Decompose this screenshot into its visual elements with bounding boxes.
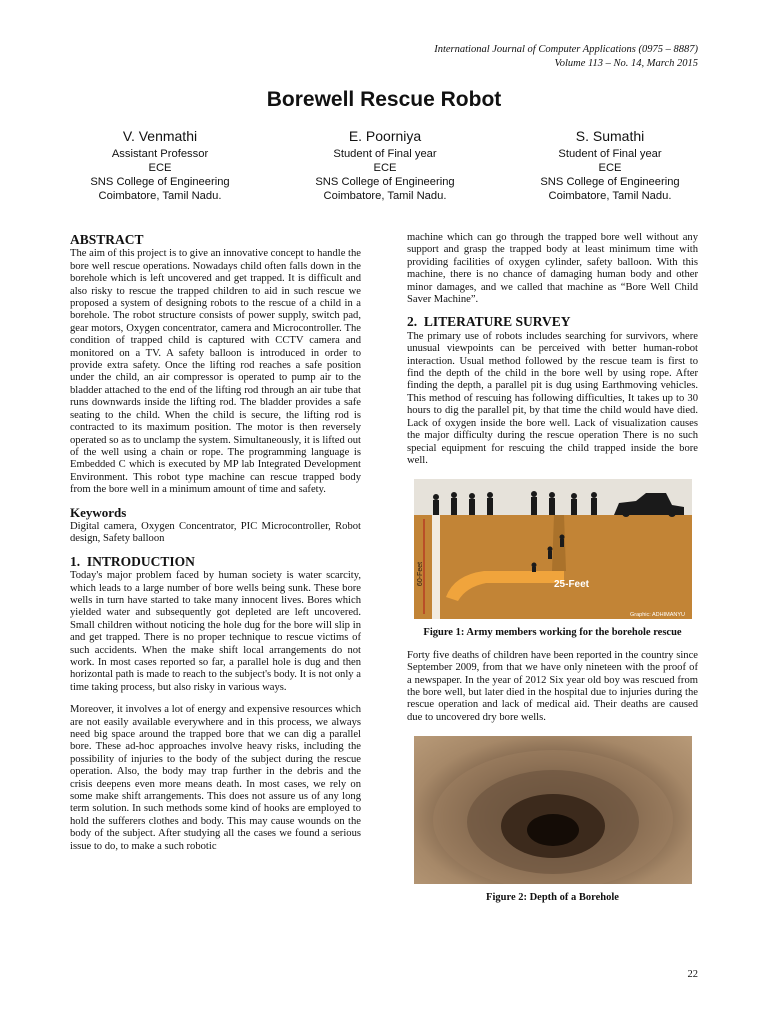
abstract-text: The aim of this project is to give an innovative concept to handle the bore well rescue operations. Nowadays child often falls down in the borehole which is left uncovered and get trapped. It is difficult and also risky to rescue the trapped children to aid in such rescue we proposed a system of designing robots to the rescue of a child in a borehole. The robot structure consists of power supply, switch pad, gear motors, Oxygen concentrator, camera and Microcontroller. The condition of trapped child is captured with CCTV camera and monitored on a TV. A safety balloon is introduced in order to provide extra safety. Once the lifting rod reaches a safe position under the child, an air compressor is operated to pump air to the bladder attached to the end of the lifting rod through an air tube that runs downwards inside the lifting rod. The bladder provides a safe seating to the child. When the child is secure, the lifting rod is contracted to its maximum position. The motor is then reversely operated so as to unclamp the system. Simultaneously, it is lifted out of the well using a chain or rope. The programming language is Embedded C which is executed by MP lab Integrated Development Environment. This robot type machine can rescue trapped body from the bore well in a minimum amount of time and safety. [70, 248, 361, 496]
journal-title: International Journal of Computer Applications (0975 – 8887) [434, 44, 698, 55]
figure1-credit: Graphic: ADHIMANYU [629, 612, 685, 619]
introduction-paragraph: Moreover, it involves a lot of energy and expensive resources which are not easily available everywhere and in this process, we always need big space around the trapped bore that we can dig a parallel bore. These ad-hoc approaches involve heavy risks, including the possibility of injuries to the body of the subject during the rescue operation. Also, the body may trap further in the debris and the crisis deepens even more means death. In most cases, we rely on some make shift arrangements. This does not assure us of any long term solution. In such methods some kind of hooks are employed to hold the sufferers clothes and body. This may cause wounds on the body of the subject. After studying all the cases we found a serious issue to do, to make a such robotic [70, 704, 361, 852]
paper-title: Borewell Rescue Robot [266, 88, 502, 111]
figure1-caption: Figure 1: Army members working for the borehole rescue [423, 627, 682, 639]
author-city: Coimbatore, Tamil Nadu. [548, 190, 672, 202]
literature-paragraph: Forty five deaths of children have been reported in the country since September 2009, from that we have only nineteen with the proof of a newspaper. In the year of 2012 Six year old boy was rescued from the bore well, but later died in the hospital due to injuries during the rescue operation and lack of medical aid. Their deaths are caused due to uncovered dry bore wells. [407, 649, 698, 723]
author-dept: ECE [373, 162, 397, 174]
author-name: E. Poorniya [348, 128, 422, 144]
introduction-paragraph: Today's major problem faced by human society is water scarcity, which leads to a large number of bore wells being sunk. These bore wells in turn have started to take many innocent lives. Bores which yielded water and subsequently got depleted are left uncovered. Small children without noticing the hole dug for the bore will slip in and get trapped. There is no proper technique to rescue victims of such accidents. When the make shift local arrangements do not work. In most cases reported so far, a parallel hole is dug and then horizontal path is made to reach to the subject's body. It is not only a time taking process, but also risky in various ways. [70, 570, 361, 693]
right-column [407, 232, 698, 905]
author-city: Coimbatore, Tamil Nadu. [323, 190, 447, 202]
introduction-heading: 1. INTRODUCTION [70, 553, 195, 569]
journal-volume: Volume 113 – No. 14, March 2015 [554, 58, 698, 69]
keywords-text: Digital camera, Oxygen Concentrator, PIC Microcontroller, Robot design, Safety balloon [70, 520, 361, 545]
author-name: S. Sumathi [575, 128, 645, 144]
author-college: SNS College of Engineering [540, 176, 680, 188]
figure2-caption: Figure 2: Depth of a Borehole [486, 892, 619, 904]
literature-paragraph: The primary use of robots includes searching for survivors, where unusual viewpoints can be perceived with better human-robot interaction. Usual method followed by the rescue team is first to find the depth of the child in the bore well by using rope. After finding the depth, a parallel pit is dug using Earthmoving vehicles. This method of rescuing has following difficulties, It takes up to 30 hours to dig the parallel pit, by that time the child would have died. Lack of oxygen inside the bore well. Lack of visualization causes the major difficulty during the rescue operation There is no such special equipment for rescuing the child trapped inside the bore well. [407, 330, 698, 466]
figure1-label-horizontal: 25-Feet [553, 579, 589, 591]
author-role: Student of Final year [333, 148, 437, 160]
abstract-heading: ABSTRACT [70, 232, 144, 247]
figure1-label-depth: 60-Feet [416, 562, 424, 587]
author-city: Coimbatore, Tamil Nadu. [98, 190, 222, 202]
figure1-image [414, 479, 692, 619]
author-block [45, 128, 275, 203]
author-block [270, 128, 500, 203]
author-college: SNS College of Engineering [90, 176, 230, 188]
author-name: V. Venmathi [122, 128, 198, 144]
author-role: Student of Final year [558, 148, 662, 160]
page-number: 22 [687, 969, 698, 980]
introduction-paragraph: machine which can go through the trapped bore well without any support and grasp the trapped body at least minimum time with providing facilities of oxygen cylinder, safety balloon. With this machine, there is no chance of damaging human body and other minor damages, and we called that machine as “Bore Well Child Saver Machine”. [407, 232, 698, 306]
left-column [70, 234, 361, 853]
author-dept: ECE [148, 162, 172, 174]
figure2-image [414, 736, 692, 884]
keywords-heading: Keywords [70, 504, 127, 520]
figure2 [414, 736, 692, 904]
literature-heading: 2. LITERATURE SURVEY [407, 314, 571, 330]
author-college: SNS College of Engineering [315, 176, 455, 188]
author-block [495, 128, 725, 203]
author-role: Assistant Professor [111, 148, 209, 160]
figure1 [414, 479, 692, 639]
author-dept: ECE [598, 162, 622, 174]
